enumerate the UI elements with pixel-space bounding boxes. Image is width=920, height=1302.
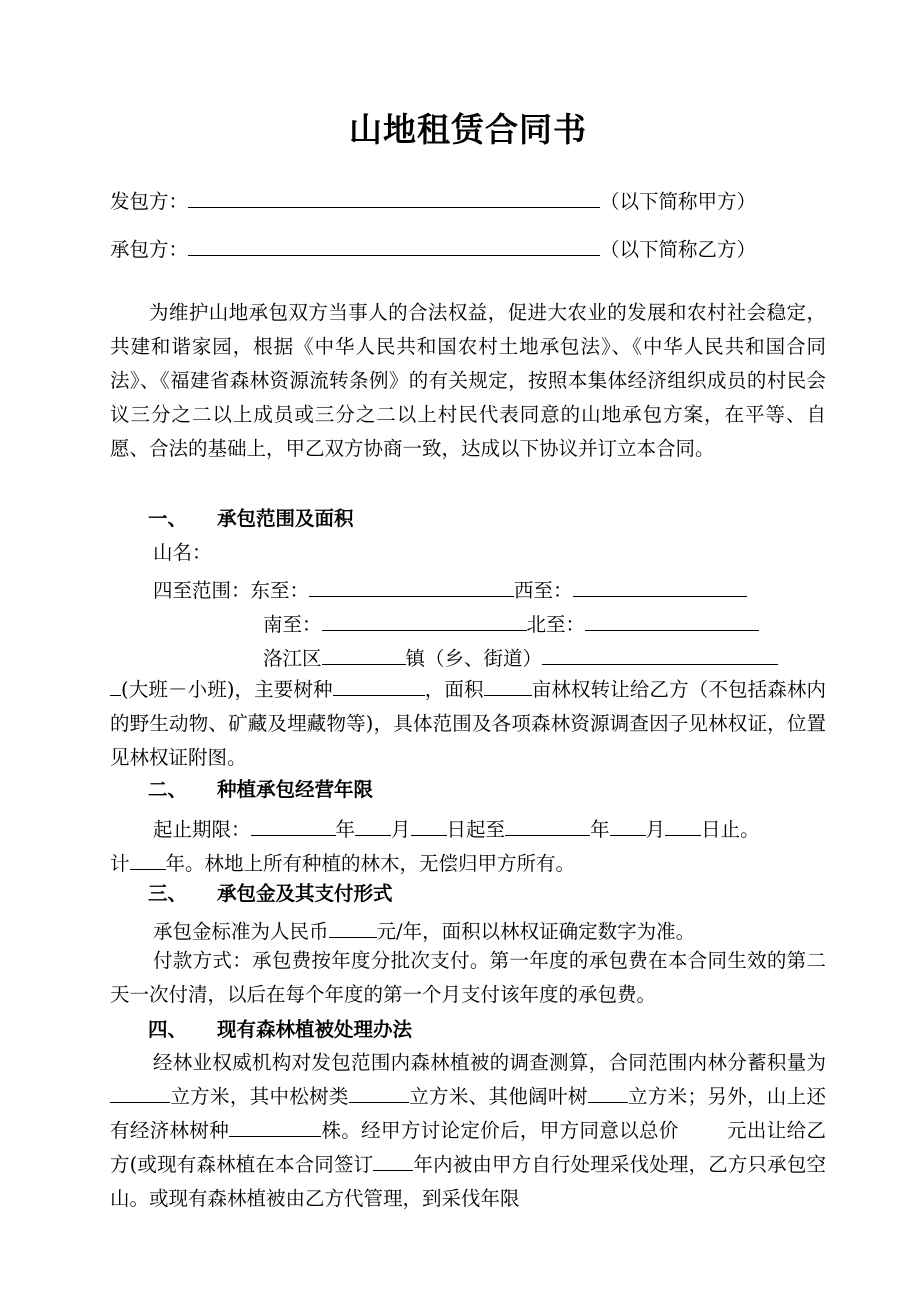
bounds-east-west-line [153, 575, 747, 603]
east-blank[interactable] [309, 575, 514, 597]
economic-trees-blank[interactable] [229, 1115, 321, 1137]
party-a-label: 发包方： [110, 190, 189, 213]
party-a-line [110, 186, 756, 214]
area-blank[interactable] [484, 674, 532, 696]
section-2-number: 二、 [148, 778, 188, 801]
mountain-name-line [153, 541, 212, 565]
fee-text-a: 承包金标准为人民币 [153, 920, 329, 943]
start-day-label: 日起至 [446, 818, 506, 841]
east-label: 东至： [250, 579, 310, 602]
payment-text: 付款方式：承包费按年度分批次支付。第一年度的承包费在本合同生效的第二天一次付清，以后在每个年度的第一个月支付该年度的承包费。 [110, 949, 826, 1006]
district-label: 洛江区 [263, 647, 322, 670]
section-2-heading [148, 778, 373, 802]
preamble-paragraph [110, 296, 826, 466]
start-month-label: 月 [391, 818, 411, 841]
pine-volume-blank[interactable] [349, 1081, 409, 1103]
preamble-text: 为维护山地承包双方当事人的合法权益，促进大农业的发展和农村社会稳定，共建和谐家园，根据《中华人民共和国农村土地承包法》、《中华人民共和国合同法》、《福建省森林资源流转条例》的有关规定，按照本集体经济组织成员的村民会议三分之二以上成员或三分之二以上村民代表同意的山地承包方案，在平等、自愿、合法的基础上，甲乙双方协商一致，达成以下协议并订立本合同。 [110, 301, 826, 460]
start-day-blank[interactable] [411, 814, 447, 836]
tree-species-blank[interactable] [333, 674, 425, 696]
party-b-line [110, 234, 756, 262]
section-1-paragraph [110, 673, 826, 775]
fee-text-b: 元/年，面积以林权证确定数字为准。 [376, 920, 696, 943]
section-1-title: 承包范围及面积 [217, 507, 354, 530]
west-blank[interactable] [573, 575, 747, 597]
bounds-label: 四至范围： [153, 579, 251, 602]
broadleaf-volume-blank[interactable] [588, 1081, 628, 1103]
south-blank[interactable] [322, 609, 527, 631]
party-a-suffix: （以下简称甲方） [600, 190, 757, 213]
town-blank[interactable] [322, 643, 406, 665]
fee-amount-blank[interactable] [329, 916, 377, 938]
section-1-heading [148, 507, 354, 531]
west-label: 西至： [514, 579, 573, 602]
section-4-text-4: 立方米；另外，山上还有经济林树种 [110, 1085, 826, 1142]
town-label: 镇（乡、街道） [405, 647, 543, 670]
end-month-blank[interactable] [610, 814, 646, 836]
north-label: 北至： [526, 613, 586, 636]
village-blank[interactable] [542, 643, 778, 665]
start-year-label: 年 [335, 818, 356, 841]
period-label: 起止期限： [153, 818, 251, 841]
class-blank[interactable] [110, 674, 121, 696]
section-1-text-b: ，面积 [424, 678, 484, 701]
end-month-label: 月 [645, 818, 666, 841]
party-a-blank[interactable] [188, 186, 600, 208]
party-b-blank[interactable] [188, 234, 600, 256]
section-1-number: 一、 [148, 507, 188, 530]
total-years-blank[interactable] [130, 848, 166, 870]
section-4-paragraph [110, 1046, 826, 1216]
page-title: 山地租赁合同书 [349, 110, 587, 149]
section-4-text-1: 经林业权威机构对发包范围内森林植被的调查测算，合同范围内林分蓄积量为 [153, 1051, 826, 1074]
volume-blank[interactable] [110, 1081, 170, 1103]
district-line [263, 643, 778, 671]
start-month-blank[interactable] [355, 814, 391, 836]
fee-line [153, 916, 695, 944]
years-blank[interactable] [373, 1149, 413, 1171]
start-year-blank[interactable] [251, 814, 336, 836]
party-b-label: 承包方： [110, 238, 189, 261]
section-3-title: 承包金及其支付形式 [217, 882, 393, 905]
section-2-text: 年。林地上所有种植的林木，无偿归甲方所有。 [165, 852, 576, 875]
section-4-text-5: 株。经甲方讨论定价后，甲方同意以总价 [321, 1119, 679, 1142]
section-4-number: 四、 [148, 1018, 188, 1041]
end-day-label: 日止。 [701, 818, 760, 841]
period-line [153, 814, 760, 842]
end-day-blank[interactable] [665, 814, 701, 836]
end-year-blank[interactable] [505, 814, 590, 836]
mountain-name-label: 山名： [153, 541, 212, 564]
section-3-heading [148, 882, 393, 906]
payment-paragraph [110, 944, 826, 1012]
section-4-text-6: 元出让给乙方(或现有森林植在本合同签订 [110, 1119, 826, 1176]
section-4-title: 现有森林植被处理办法 [217, 1018, 413, 1041]
party-b-suffix: （以下简称乙方） [600, 238, 757, 261]
total-years-line [110, 848, 575, 876]
section-4-text-3: 立方米、其他阔叶树 [408, 1085, 588, 1108]
section-3-number: 三、 [148, 882, 188, 905]
section-4-text-7: 年内被由甲方自行处理采伐处理，乙方只承包空山。或现有森林植被由乙方代管理，到采伐年限 [110, 1153, 826, 1210]
total-label: 计 [110, 852, 130, 875]
north-blank[interactable] [585, 609, 759, 631]
section-1-text-c: 亩林权转让给乙方（不包括森林内的野生动物、矿藏及埋藏物等)，具体范围及各项森林资源调查因子见林权证，位置见林权证附图。 [110, 678, 826, 769]
section-4-text-2: 立方米，其中松树类 [170, 1085, 349, 1108]
end-year-label: 年 [590, 818, 610, 841]
south-label: 南至： [263, 613, 322, 636]
section-4-heading [148, 1018, 412, 1042]
section-1-text-a: (大班－小班)，主要树种 [121, 678, 333, 701]
bounds-south-north-line [263, 609, 759, 637]
section-2-title: 种植承包经营年限 [217, 778, 374, 801]
